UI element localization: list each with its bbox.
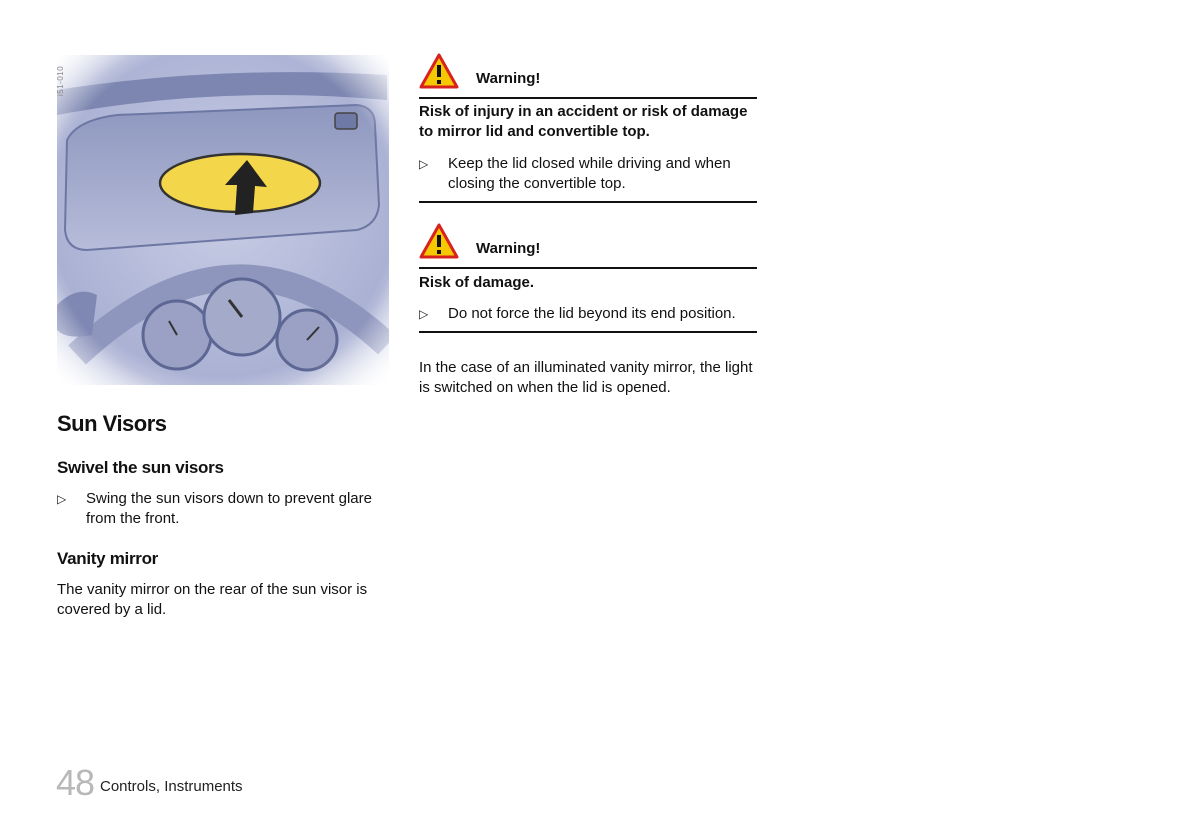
warning-step-2 [419, 304, 749, 324]
swivel-heading: Swivel the sun visors [57, 458, 224, 477]
divider [419, 331, 757, 333]
illuminated-note: In the case of an illuminated vanity mirror, the light is switched on when the lid is opened. [419, 359, 753, 396]
warning-step-1 [419, 154, 739, 194]
sun-visor-illustration [57, 55, 389, 385]
page-title: Sun Visors [57, 411, 167, 436]
step-arrow-icon: ▷ [419, 307, 429, 321]
vanity-heading: Vanity mirror [57, 549, 158, 568]
section-name: Controls, Instruments [100, 778, 243, 795]
swivel-step-text: Swing the sun visors down to prevent glare from the front. [86, 490, 372, 527]
warning-header-2 [419, 223, 757, 269]
step-arrow-icon: ▷ [57, 492, 67, 506]
warning-title-1: Risk of injury in an accident or risk of damage to mirror lid and convertible top. [419, 103, 748, 140]
warning-triangle-icon [419, 223, 459, 259]
warning-step-2-text: Do not force the lid beyond its end position. [448, 305, 736, 322]
warning-label-1: Warning! [476, 70, 541, 87]
swivel-step [57, 489, 377, 529]
figure-id: i51-010 [56, 65, 65, 96]
divider [419, 201, 757, 203]
step-arrow-icon: ▷ [419, 157, 429, 171]
vanity-text: The vanity mirror on the rear of the sun visor is covered by a lid. [57, 581, 368, 618]
page-number: 48 [56, 762, 95, 803]
warning-step-1-text: Keep the lid closed while driving and when closing the convertible top. [448, 155, 731, 192]
warning-triangle-icon [419, 53, 459, 89]
warning-title-2: Risk of damage. [419, 274, 535, 291]
warning-header-1 [419, 53, 757, 99]
warning-label-2: Warning! [476, 240, 541, 257]
